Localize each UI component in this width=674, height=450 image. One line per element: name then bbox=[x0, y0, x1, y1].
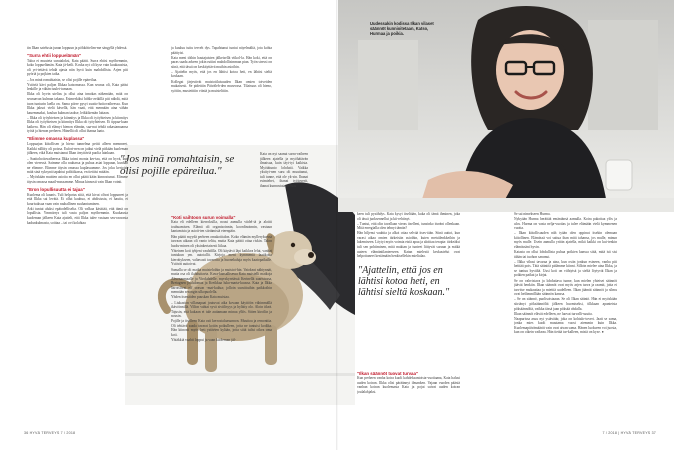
body-paragraph: Kuolema oli kaunis. Tuli helpotus siitä, että kivut olivat loppuneet ja että Ilkka sai levätä. Ei ollut kauhua, ei ahdistusta, ei hautia, ei kourisaksua vaan vain rauhallinen suuhantuminen. bbox=[27, 192, 128, 206]
section-heading: "Ilkan säännöt tuovat turvaa" bbox=[357, 370, 419, 376]
left-column-2-top bbox=[171, 46, 272, 146]
body-paragraph: Kata eli edelleen kierroksilla, nousi aamulla viidel-tä ja aloitti touhuamisen. Elämä oli organisoinnin, koordinoinnin, vastuun kantamista ja asioit-ten siirtämistä eteenpäin. bbox=[171, 220, 272, 234]
page-folio-left: 36 HYVÄ TERVEYS 7 / 2018 bbox=[24, 431, 76, 435]
body-paragraph: tin Ilkan satelusta junan loppuun ja pöhköttelim-me sängyllä yhdessä. bbox=[27, 46, 128, 50]
body-paragraph: Taloa ei muuteta surutaloksi, Kata päätti. Surra ehtisi myöhemmin, koko loppuelämän. Kata jä-keili. Koska nyt oli kyse vain kuukausista, oli yri-tettävä tehdä ajasta niin hyvä kuin mahdollista. Arjen piti pyöriä ja pojkien taika. bbox=[27, 58, 128, 77]
body-paragraph: – Saattohoitovaiheessa Ilkka toimi monta ker-taa, että on hyvä, kun olen vieressä. Saimme olla rauhassa ja puhua asiat loppuun, kunhan ne elimme. Elimme täysin omassa kuplassamme. Jos joku kertoisi, mitä sinä syksynä tapahtui politiikassa, en tietäisi mitään. bbox=[27, 156, 128, 175]
body-paragraph: Arki tuntui aluksi epätodelliselta. Oli valkoa käsittää, että tämä on lopullista. Ymmärrys tuli vasta paljon myöhemmin. Kuukausia kuoleman jälkeen Kata ajatteli, että Ilkka tulee vastaan seu-raavasta kadunkulmasta, soittaa – tai ovi kolahtaa bbox=[27, 206, 128, 225]
body-paragraph: Se sai nimekseen Hurma. bbox=[514, 212, 551, 216]
left-column-2-bottom bbox=[171, 212, 272, 426]
body-paragraph: Kun perheen vanha koira kuoli kahdeksantoista-vuotiaana, Kata halusi uuden koiran. Ilkka olisi päräännyt ilmanken. Vajaan vuoden päästä vanhan koiran kuolemasta Kata ja pojat saivat uuden koiran joulalahjaksi. bbox=[357, 376, 460, 394]
photo-caption: Uudessakin kodissa Ilkan vilaset säännöt kunnioitetaan, Katso, Hurmaa ja poikia. bbox=[370, 21, 434, 36]
body-paragraph: Yhtäkkiä vaahti loppui ja vaan kuoleman jäl- bbox=[171, 338, 236, 343]
body-paragraph: keen tuli pysähdys. Kata kysyi itseltään, kuka oli tämä ihminen, joka oli tässä juoksennellut ja kii-rehtinyt. bbox=[357, 212, 460, 221]
body-paragraph: Yhden itsenäiden puuskan Kata muistaa. bbox=[171, 295, 230, 300]
page-folio-right: 7 / 2018 | HYVÄ TERVEYS 37 bbox=[602, 431, 656, 435]
right-column-1-end bbox=[357, 368, 460, 428]
pull-quote-left: "Jos minä romahtaisin, se olisi pojille epäreilua." bbox=[120, 153, 235, 178]
body-paragraph: Ystäviä kävi paljon Ilkkaa katsomassa. Kun seurua oli, Kata pääsi lenkille ja vähän tuulet-tumaan. bbox=[27, 82, 128, 92]
body-paragraph: Ilkka oli hyvin utelias ja ollut aina innokas näkemään, mitä on seuraavan kulman takana. Esimerkiksi höhlo-zeikillä piti nähdä, mitä tuon tunturin laella on. Sama piirre pysyi suatto-hoitovaiheessa. Kun Ilkka jaksoi vielä kävellä, hän vaati, että mennään aina vähän kauemmaksi, koulun kulman taakse, leikkikentän laitaan. bbox=[27, 92, 128, 115]
body-paragraph: ja kuuluu tuttu terveh dys. Tapahtunut tuntui näyelmältä, jota kohta päättyisi. bbox=[171, 46, 272, 55]
body-paragraph: Kata on nyt saanut surra-vaiheen jälkeen ajatella ja myöhätävän ilmaisua, kuin täyt-tyi kaikista. Myötätunto lohdutti. Vaikka yksityi-nen suru oli muuttanut, tuli tunne, että ole yk-sin. Ihanat esimiehet, ihanat työtoverit, ihanat kunnostatavat tutu bbox=[260, 152, 308, 188]
body-paragraph: – Se on säännö, puolisoistaaan. Se oli Ilkan sääntö. Hän ei myöskään siirtänyt pöksäännöltä jälkeen huomiseksi, tilkkaan apanteista pöksäännöltä, vaikka tässä jaan pöksää ohdalla. bbox=[514, 297, 617, 311]
right-column-2 bbox=[514, 212, 617, 427]
body-paragraph: – Jos minä romahtaisin, se olisi pojille epäreilua. bbox=[27, 77, 98, 82]
left-column-1 bbox=[27, 46, 128, 426]
body-paragraph: Naapurissa asuu nyt ystävätär, joka on kohtalo-toveri. Jaatt se sama, jonka mies kuoli muutama vuosi aiemmin kuin Ilkka. Kuolemapäivämäärät vain ovat aivan sama. Hänen luokseen voi juosta, kun on oikein vaikeaa. Hän tietää tar-kalleen, mistä on kyse. ● bbox=[514, 316, 617, 335]
section-heading: "Surra ehtii loppuelämän" bbox=[27, 53, 82, 59]
body-paragraph: – Ilkan kiitollisuuden näh tyään olen oppinut itsekin olemaan kiitollinen. Elämässä voi sattua ihan mitä tahansa, jos mulle, minun myös mulle. Usein aamulla yritän ajatella, mikä kaikki on kui-tenkin elämässäni hyvin. bbox=[514, 231, 617, 250]
body-paragraph: Pojille ja itselleen Kata osti kerrostaloasunnon. Muuttoa ja remonttia. Oli tehtävä saada tavarat kotiin poikulleen, jotta ne tuntuisi kodilta. Hän kiinosti myös heti ystävien kylään, jotta siitä tulisi oikea oma koti. bbox=[171, 319, 272, 337]
pull-quote-right: "Ajattelin, että jos en lähtisi kotoa heti, en lähtisi sieltä koskaan." bbox=[358, 265, 450, 299]
section-heading: "Eron lopullisuutta ei tajua" bbox=[27, 186, 85, 192]
body-paragraph: Yhteinen koti tyhjeni vauhdilla. Oli käytävä läpi kaikkea lelut, vanhat tuntukun ym. autotallit. Kirjoja meni kymmeniä laatikoita kierrätykseen, valtavasti tavaroita ja huonekaluja myös kaatopaikalle. Ystävät auttoivat. bbox=[171, 248, 272, 267]
section-heading: "Elimme omassa kuplassa" bbox=[27, 136, 85, 142]
body-paragraph: Nykyään Hurma herättää emäntänsä aamulla. Koira pakottaa ylös ja ulos. Hurma on vasta nelja-vuotias ja tulee elämään vielä kymmenen vuotta. bbox=[514, 217, 617, 231]
body-paragraph: Hän hiljensi vauhtia ja alkoi ottaa selvää itses-tään. Siinä auttoi, kun varasi aikaa omien tärkeisiin asioihin, kuten metsälenkkeihin ja lukemiseen. Löytyi myös voimia etsiä apua ja aloittaa terapia: tärkeäksi tuli sen pohtiminen, mitä maktan ja tunteet liittyvät suruun ja mitkä uuteen elämäntilanteeseen. Katan mielestä keskustelut ovat helpottaneet kestämään henkisellekin mielialaa. bbox=[357, 231, 460, 259]
body-paragraph: Samalla se oli matka muisteloihin ja muistoi-hin. Vaiokeat nähtynnät, mutta osa oli ilahduttavia. Kuva-kansallisessa Kata muistelli matkoja Ahvenanmaalle ja Virolahdelle, myrskyreiässä Kerinellä saaristossa, Bretagnen joululomaa ja Kreikkaa luka-marta-kuussa. Kata ja Ilkka harrastivat off season -mat-kailua; jolloin suosittuihin paikkoihin mennään sesongin ulkopuolella. bbox=[171, 267, 272, 295]
body-paragraph: Kollegat järjestivät muistotilaisuuden Ilkan omien toiveiden mukaisesti. Se pidettiin Päiväleh-den museossa. Tilaisuus oli hieno, syötiin, mustetttiin viiniä ja muistelttiin. bbox=[171, 79, 272, 93]
body-paragraph: Kata meni töihin hautajaisten jälkeisellä viikol-la. Hän koki, että on paras saada arkeen jokin rutiini mahdollisimman pian. Työn stressi on siinä, että tässä on keskityttävä muihin asioihin. bbox=[171, 55, 272, 69]
section-heading: "Koti vaihtoon surun voimalla" bbox=[171, 214, 236, 220]
body-paragraph: Ilkan säännöt elävät edelleen, ne luovat turvalli-suutta. bbox=[514, 311, 593, 316]
body-paragraph: Se on vahvistava ja lohduttava tunne, kun mielen yhteiset säännöt jäävät henkiin. Ilkan säännöt ovat myös arjen turva ja raamit, joita ei tarvitse mukauttaa ja miettiä uudelleen. Ilkan jäämät säännöt ja silmu ovat heilimmillään säännön kanssa. bbox=[514, 278, 617, 297]
body-paragraph: – Liukaston villanapaat joutuvat aika kovaan käyttöön vähimmällä ikävöinnillä. Villon vahtai syvä siviilisyys ja hylätty olo. Aloin itkeä. Tajusin, että kukaan ei tule auttamaan minua yllös. Sitten kiroilin ja nousin. bbox=[171, 300, 272, 319]
body-paragraph: Hän päätti myydä perheen omakotitalon. Koko elämän mylleryksessä tarvaan aikaan oli vanto teltta, mutta Kata päätti ottaa riskin. Talon huolu-minen oli yksinkertaisesti liikaa. bbox=[171, 234, 272, 248]
body-paragraph: – Ajattelin myös, että jos en lähtisi kotoa heti, en lähtisi sieltä koskaan. bbox=[171, 69, 272, 79]
body-paragraph: – Myöskään muitten asioita en ollut päätä kään kinnostunut. Elimme täysin omassa maail-massamme. Minua kinnosti vain Ilkan vointi. bbox=[27, 175, 128, 184]
body-paragraph: Katasta on ollut lohdullista puhua poikien kanssa siitä, mitä isä sisi tähän tai tuohon sanonut. bbox=[514, 250, 617, 259]
body-paragraph: – Ilkka oli työyhteisen ja kiinnitys ja Ilkka oli työyhteisen ja kiinnitys Ilkka oli työyhteisen ja kiinnitys Ilkka oli työyhteisen. Ei tippaa-kaan katkera. Hän oli elämyt hienon elämän, saa-nut tehdä rakastamaansa työtä ja hienon perheen. Hänellä oli ollut ihanaa laata. bbox=[27, 115, 128, 134]
body-paragraph: – Tuntui, että olin tavallaan vieras itselleni, tunsinko itseäni ollenkaan. Mitä energialla olen tehnyt tämän? bbox=[357, 221, 460, 231]
body-paragraph: Loppuajan kiitollisen ja hieno tunnelma peitti alleen mennneet. Kaikki nilliity oli poissa. Eufori-nen on jatkui vielä pitkään kuoleman jälkeen, eikä Kata muistanut Ilkan ärsyttäviä puolia lainkaan. bbox=[27, 142, 128, 156]
right-column-1-tail bbox=[260, 152, 308, 210]
body-paragraph: – Ilkka vihasi tavaraa ja aina, kun ostin jonkun esineen, vanha piti heittää pois. Tätä sääntöä pidämme kiinni. Silloin mielee aina Ilkka, ja se tuntuu hyvältä. Uusi koti on viihtyisä ja sieltä löytyvät Ilkan ja poikien paikat ja kirjat. bbox=[514, 259, 617, 278]
